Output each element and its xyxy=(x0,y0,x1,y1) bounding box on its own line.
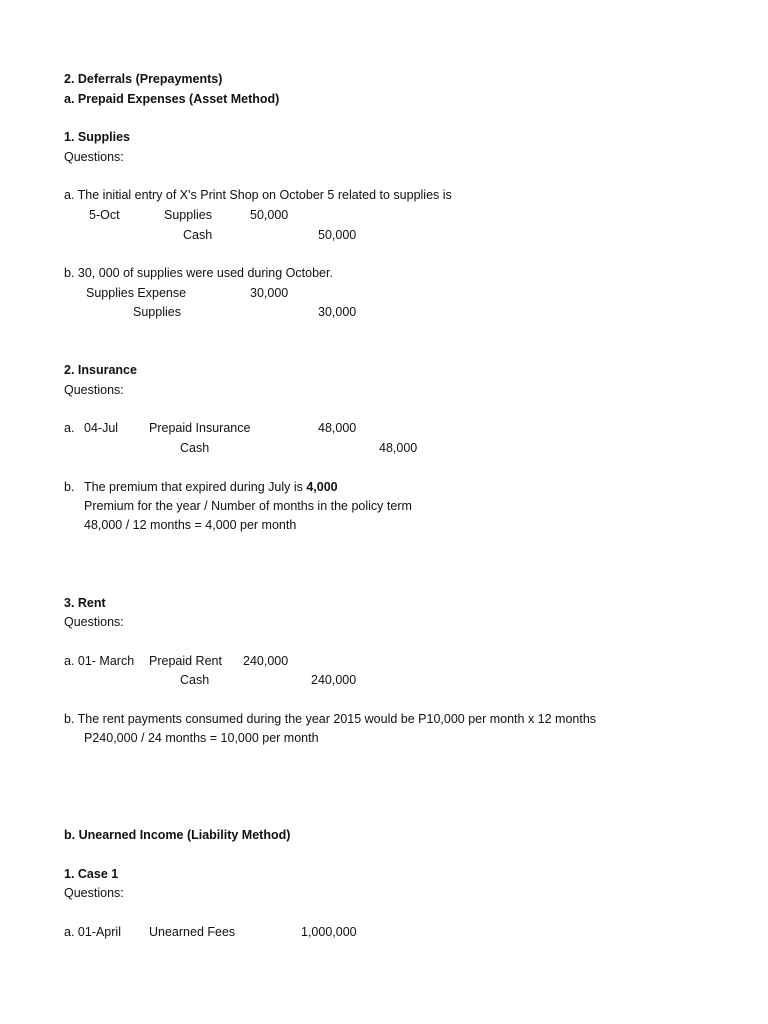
insurance-b-text: The premium that expired during July is xyxy=(84,480,303,494)
insurance-a-label: a. xyxy=(64,421,75,435)
insurance-credit-account: Cash xyxy=(180,441,210,455)
case1-entry-date: a. 01-April xyxy=(64,925,121,939)
insurance-entry-date: 04-Jul xyxy=(84,421,119,435)
insurance-b-calc: 48,000 / 12 months = 4,000 per month xyxy=(84,518,297,532)
rent-debit-account: Prepaid Rent xyxy=(149,654,222,668)
insurance-credit-amount: 48,000 xyxy=(379,441,418,455)
insurance-questions-label: Questions: xyxy=(64,383,124,397)
rent-entry-date: a. 01- March xyxy=(64,654,135,668)
section-title: 2. Deferrals (Prepayments) xyxy=(64,72,223,86)
rent-credit-account: Cash xyxy=(180,673,210,687)
insurance-b-formula: Premium for the year / Number of months in the policy term xyxy=(84,499,412,513)
rent-heading: 3. Rent xyxy=(64,596,106,610)
supplies-entry-date: 5-Oct xyxy=(89,208,120,222)
supplies-expense-credit-account: Supplies xyxy=(133,305,181,319)
supplies-heading: 1. Supplies xyxy=(64,130,130,144)
unearned-income-title: b. Unearned Income (Liability Method) xyxy=(64,828,291,842)
supplies-question-b: b. 30, 000 of supplies were used during October. xyxy=(64,266,333,280)
insurance-debit-account: Prepaid Insurance xyxy=(149,421,251,435)
insurance-debit-amount: 48,000 xyxy=(318,421,357,435)
supplies-credit-amount: 50,000 xyxy=(318,228,357,242)
supplies-question-a: a. The initial entry of X's Print Shop on October 5 related to supplies is xyxy=(64,188,452,202)
insurance-b-label: b. xyxy=(64,480,75,494)
rent-questions-label: Questions: xyxy=(64,615,124,629)
supplies-credit-account: Cash xyxy=(183,228,213,242)
rent-debit-amount: 240,000 xyxy=(243,654,289,668)
supplies-questions-label: Questions: xyxy=(64,150,124,164)
rent-credit-amount: 240,000 xyxy=(311,673,357,687)
case1-debit-account: Unearned Fees xyxy=(149,925,236,939)
supplies-expense-debit-amount: 30,000 xyxy=(250,286,289,300)
case1-questions-label: Questions: xyxy=(64,886,124,900)
rent-question-b: b. The rent payments consumed during the year 2015 would be P10,000 per month x 12 months xyxy=(64,712,597,726)
insurance-b-line xyxy=(84,479,338,495)
supplies-debit-amount: 50,000 xyxy=(250,208,289,222)
prepaid-expenses-title: a. Prepaid Expenses (Asset Method) xyxy=(64,92,280,106)
case1-heading: 1. Case 1 xyxy=(64,867,119,881)
supplies-expense-credit-amount: 30,000 xyxy=(318,305,357,319)
case1-debit-amount: 1,000,000 xyxy=(301,925,357,939)
supplies-debit-account: Supplies xyxy=(164,208,212,222)
rent-b-calc: P240,000 / 24 months = 10,000 per month xyxy=(84,731,319,745)
supplies-expense-debit-account: Supplies Expense xyxy=(86,286,187,300)
insurance-b-value: 4,000 xyxy=(306,480,338,494)
insurance-heading: 2. Insurance xyxy=(64,363,137,377)
